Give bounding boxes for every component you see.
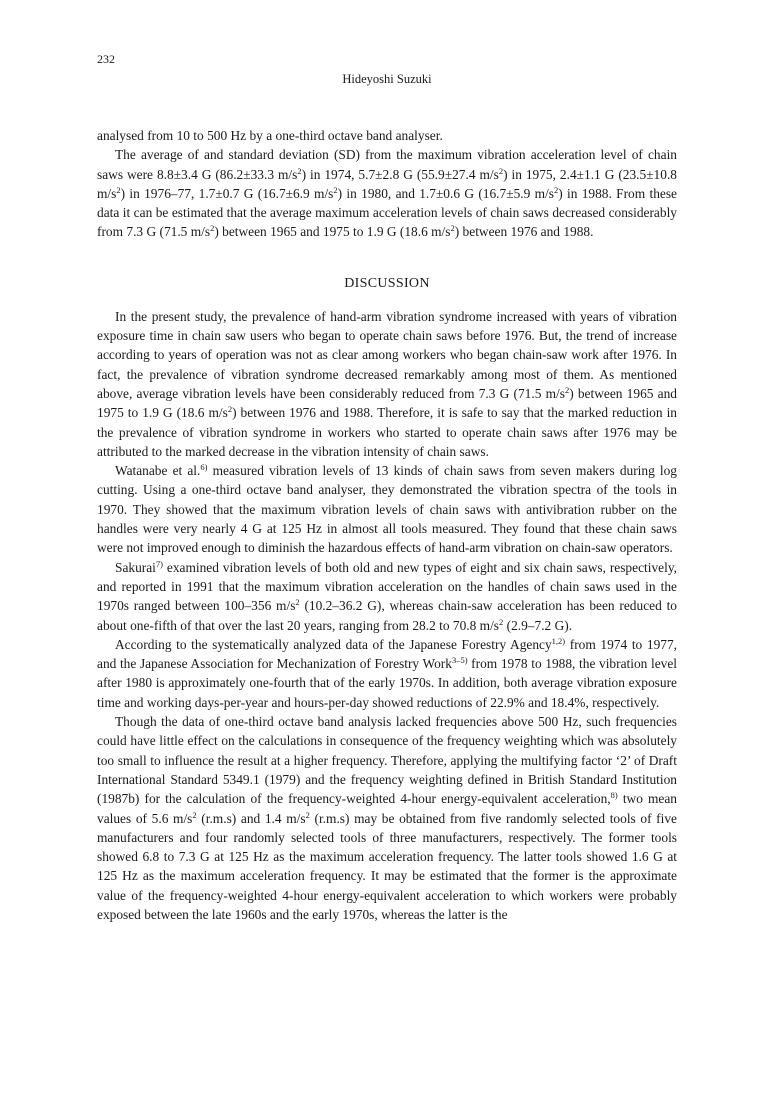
superscript: 2 [227,404,233,415]
text-run: examined vibration levels of both old and new types of eight and six chain saws, respectively, and reported in 1991 that the maximum vibration acceleration on the handles of chain saws used in the 1970s ranged between 100–356 m/s [97,559,677,614]
body-column [97,126,677,924]
paragraph-continuation [97,126,677,145]
superscript: 2 [499,616,504,627]
superscript: 2 [450,223,455,234]
paragraph-sakurai [97,558,677,635]
text-run: (r.m.s) may be obtained from five randomly selected tools of five manufacturers and four randomly selected tools of three manufacturers, respectively. The former tools showed 6.8 to 7.3 G at 125 Hz as the maximum acceleration frequency. The latter tools showed 1.6 G at 125 Hz as the maximum acceleration frequency. It may be estimated that the former is the approximate value of the frequency-weighted 4-hour energy-equivalent acceleration to which workers were probably exposed between the late 1960s and the early 1970s, whereas the latter is the [97,810,678,922]
text-run: In the present study, the prevalence of hand-arm vibration syndrome increased with years of vibration exposure time in chain saw users who began to operate chain saws before 1976. But, the trend of increase according to years of operation was not as clear among workers who began chain-saw work after 1976. In fact, the prevalence of vibration syndrome decreased remarkably among most of them. As mentioned above, average vibration levels have been considerably reduced from 7.3 G (71.5 m/s [97,308,677,401]
text-run: ) in 1974, 5.7±2.8 G (55.9±27.4 m/s [301,166,499,182]
results-continued [97,126,677,242]
discussion-section [97,307,677,925]
superscript: 2 [116,184,121,195]
paragraph-forestry-agency [97,635,677,712]
superscript: 2 [295,597,300,608]
text-run: (10.2–36.2 G), whereas chain-saw acceleration has been reduced to about one-fifth of that over the last 20 years, ranging from 28.2 to 70.8 m/s [97,598,677,633]
superscript: 6) [200,462,208,473]
text-run: ) between 1965 and 1975 to 1.9 G (18.6 m/s [214,224,451,240]
text-run: ) in 1976–77, 1.7±0.7 G (16.7±6.9 m/s [120,185,334,201]
superscript: 2 [498,165,504,176]
text-run: (2.9–7.2 G). [503,617,573,633]
text-run: According to the systematically analyzed data of the Japanese Forestry Agency [115,636,552,652]
paragraph-vibration-levels [97,145,677,241]
paragraph-prevalence [97,307,677,461]
superscript: 7) [155,558,163,569]
superscript: 2 [210,223,215,234]
superscript: 2 [333,184,338,195]
text-run: measured vibration levels of 13 kinds of chain saws from seven makers during log cutting. Using a one-third octave band analyser, they demonstrated the vibration spectra of the tools in 1970. They showed that the maximum vibration levels of chain saws with antivibration rubber on the handles were very nearly 4 G at 125 Hz in almost all tools measured. They found that these chain saws were not improved enough to diminish the hazardous effects of hand-arm vibration on chain-saw operators. [97,463,678,556]
running-head-author: Hideyoshi Suzuki [342,72,432,86]
page-number: 232 [97,52,115,66]
superscript: 2 [297,165,302,176]
superscript: 2 [553,184,559,195]
text-run: ) between 1976 and 1988. Therefore, it is safe to say that the marked reduction in the prevalence of vibration syndrome in workers who started to operate chain saws after 1976 may be attributed to the marked decrease in the vibration intensity of chain saws. [97,405,677,459]
text-run: Watanabe et al. [115,463,201,479]
text-run: Sakurai [115,559,156,575]
text-run: from 1978 to 1988, the vibration level after 1980 is approximately one-fourth that of the early 1970s. In addition, both average vibration exposure time and working days-per-year and hours-per-day showed reductions of 22.9% and 18.4%, respectively. [97,656,678,710]
text-run: from 1974 to 1977, and the Japanese Association for Mechanization of Forestry Work [97,636,677,672]
superscript: 8) [610,790,618,801]
text-run: (r.m.s) and 1.4 m/s [196,810,306,826]
section-heading-discussion: DISCUSSION [344,275,430,291]
text-run: ) in 1980, and 1.7±0.6 G (16.7±5.9 m/s [337,185,554,201]
superscript: 2 [305,809,310,820]
superscript: 2 [564,384,570,395]
paragraph-watanabe [97,461,677,557]
superscript: 3–5) [451,655,468,666]
paragraph-octave-analysis [97,712,677,924]
text-run: ) in 1975, 2.4±1.1 G (23.5±10.8 m/s [97,166,677,201]
superscript: 1,2) [551,635,566,646]
text-run: ) between 1976 and 1988. [454,224,594,240]
text-run: analysed from 10 to 500 Hz by a one-third octave band analyser. [97,128,443,143]
text-run: The average of and standard deviation (SD) from the maximum vibration acceleration level of chain saws were 8.8±3.4 G (86.2±33.3 m/s [97,147,677,182]
text-run: ) in 1988. From these data it can be estimated that the average maximum acceleration levels of chain saws decreased considerably from 7.3 G (71.5 m/s [97,185,677,240]
text-run: two mean values of 5.6 m/s [97,791,677,826]
text-run: ) between 1965 and 1975 to 1.9 G (18.6 m/s [97,385,677,421]
text-run: Though the data of one-third octave band analysis lacked frequencies above 500 Hz, such frequencies could have little effect on the calculations in consequence of the frequency weighting which was absolutely too small to influence the result at a higher frequency. Therefore, applying the multifying factor ‘2’ of Draft International Standard 5349.1 (1979) and the frequency weighting defined in British Standard Institution (1987b) for the calculation of the frequency-weighted 4-hour energy-equivalent acceleration, [97,714,677,807]
superscript: 2 [192,809,197,820]
